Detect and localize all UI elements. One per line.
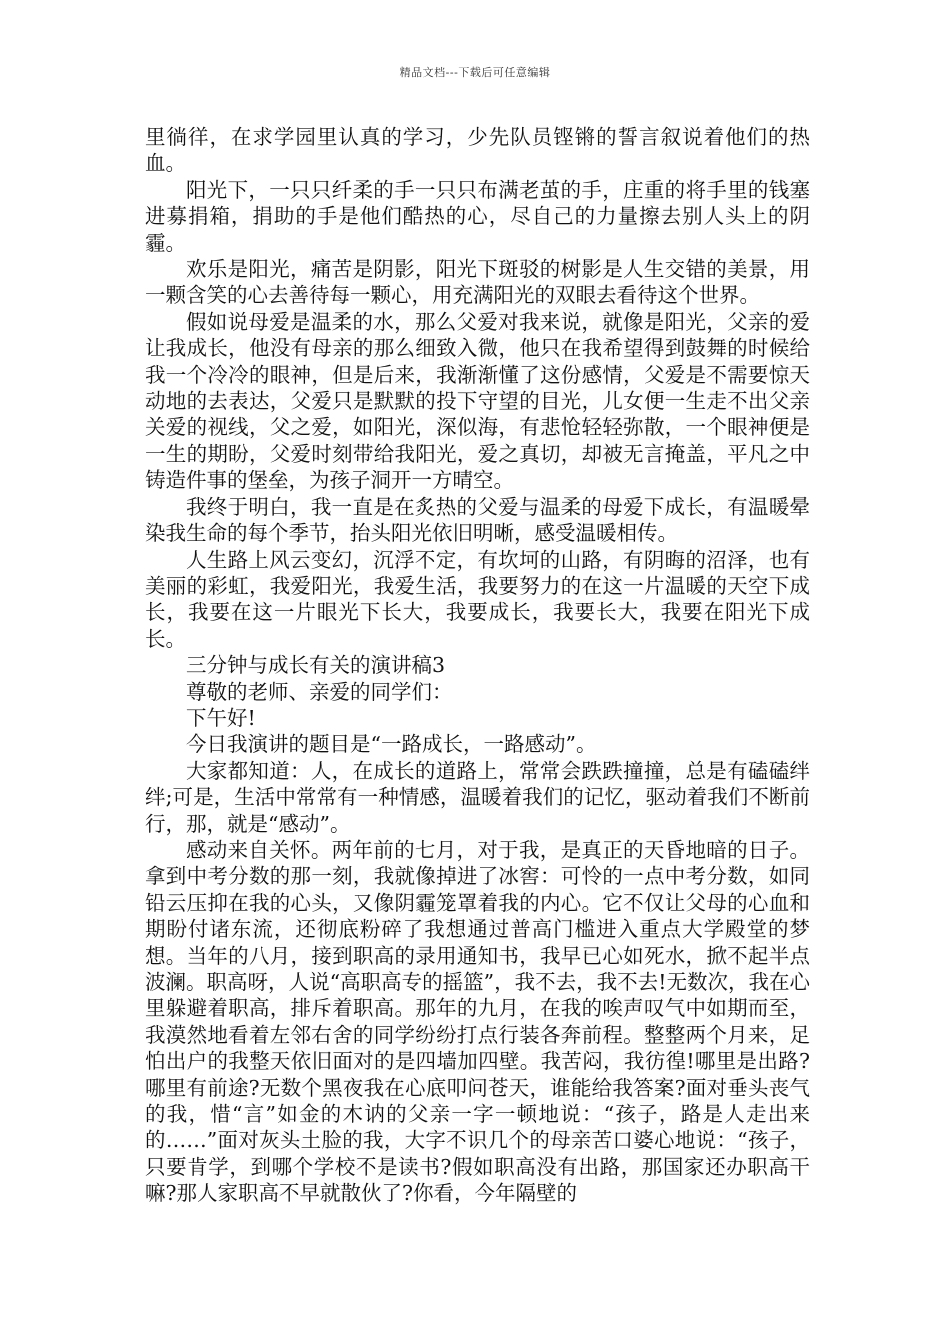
- paragraph-2: 阳光下，一只只纤柔的手一只只布满老茧的手，庄重的将手里的钱塞进募捐箱，捐助的手是他们酷热的心，尽自己的力量擦去别人头上的阴霾。: [145, 177, 810, 255]
- paragraph-3: 欢乐是阳光，痛苦是阴影，阳光下斑驳的树影是人生交错的美景，用一颗含笑的心去善待每一颗心，用充满阳光的双眼去看待这个世界。: [145, 257, 810, 308]
- paragraph-11: 大家都知道：人，在成长的道路上，常常会跌跌撞撞，总是有磕磕绊绊;可是，生活中常常有一种情感，温暖着我们的记忆，驱动着我们不断前行，那，就是“感动”。: [145, 758, 810, 836]
- paragraph-1: 里徜徉，在求学园里认真的学习，少先队员铿锵的誓言叙说着他们的热血。: [145, 125, 810, 176]
- speech-topic: 今日我演讲的题目是“一路成长，一路感动”。: [186, 732, 597, 757]
- greeting: 下午好!: [186, 705, 256, 730]
- salutation: 尊敬的老师、亲爱的同学们：: [186, 679, 453, 704]
- paragraph-6: 人生路上风云变幻，沉浮不定，有坎坷的山路，有阴晦的沼泽，也有美丽的彩虹，我爱阳光，我爱生活，我要努力的在这一片温暖的天空下成长，我要在这一片眼光下长大，我要成长，我要长大，我要在阳光下成长。: [145, 547, 810, 651]
- paragraph-12: 感动来自关怀。两年前的七月，对于我，是真正的天昏地暗的日子。拿到中考分数的那一刻，我就像掉进了冰窖：可怜的一点中考分数，如同铅云压抑在我的心头，又像阴霾笼罩着我的内心。它不仅让父母的心血和期盼付诸东流，还彻底粉碎了我想通过普高门槛进入重点大学殿堂的梦想。当年的八月，接到职高的录用通知书，我早已心如死水，掀不起半点波澜。职高呀，人说“高职高专的摇篮”，我不去，我不去!无数次，我在心里躲避着职高，排斥着职高。那年的九月，在我的唉声叹气中如期而至，我漠然地看着左邻右舍的同学纷纷打点行装各奔前程。整整两个月来，足怕出户的我整天依旧面对的是四墙加四壁。我苦闷，我彷徨!哪里是出路?哪里有前途?无数个黑夜我在心底叩问苍天，谁能给我答案?面对垂头丧气的我，惜“言”如金的木讷的父亲一字一顿地说：“孩子，路是人走出来的……”面对灰头土脸的我，大字不识几个的母亲苦口婆心地说：“孩子，只要肯学，到哪个学校不是读书?假如职高没有出路，那国家还办职高干嘛?那人家职高不早就散伙了?你看，今年隔壁的: [145, 837, 810, 1206]
- document-body: [145, 124, 810, 1207]
- paragraph-4: 假如说母爱是温柔的水，那么父爱对我来说，就像是阳光，父亲的爱让我成长，他没有母亲的那么细致入微，他只在我希望得到鼓舞的时候给我一个冷冷的眼神，但是后来，我渐渐懂了这份感情，父爱是不需要惊天动地的去表达，父爱只是默默的投下守望的目光，儿女便一生走不出父亲关爱的视线，父之爱，如阳光，深似海，有悲怆轻轻弥散，一个眼神便是一生的期盼，父爱时刻带给我阳光，爱之真切，却被无言掩盖，平凡之中铸造件事的堡垒，为孩子洞开一方晴空。: [145, 309, 810, 493]
- page-header: 精品文档---下载后可任意编辑: [399, 66, 551, 79]
- section-title: 三分钟与成长有关的演讲稿3: [186, 653, 446, 678]
- paragraph-5: 我终于明白，我一直是在炙热的父爱与温柔的母爱下成长，有温暖晕染我生命的每个季节，抬头阳光依旧明晰，感受温暖相传。: [145, 494, 810, 546]
